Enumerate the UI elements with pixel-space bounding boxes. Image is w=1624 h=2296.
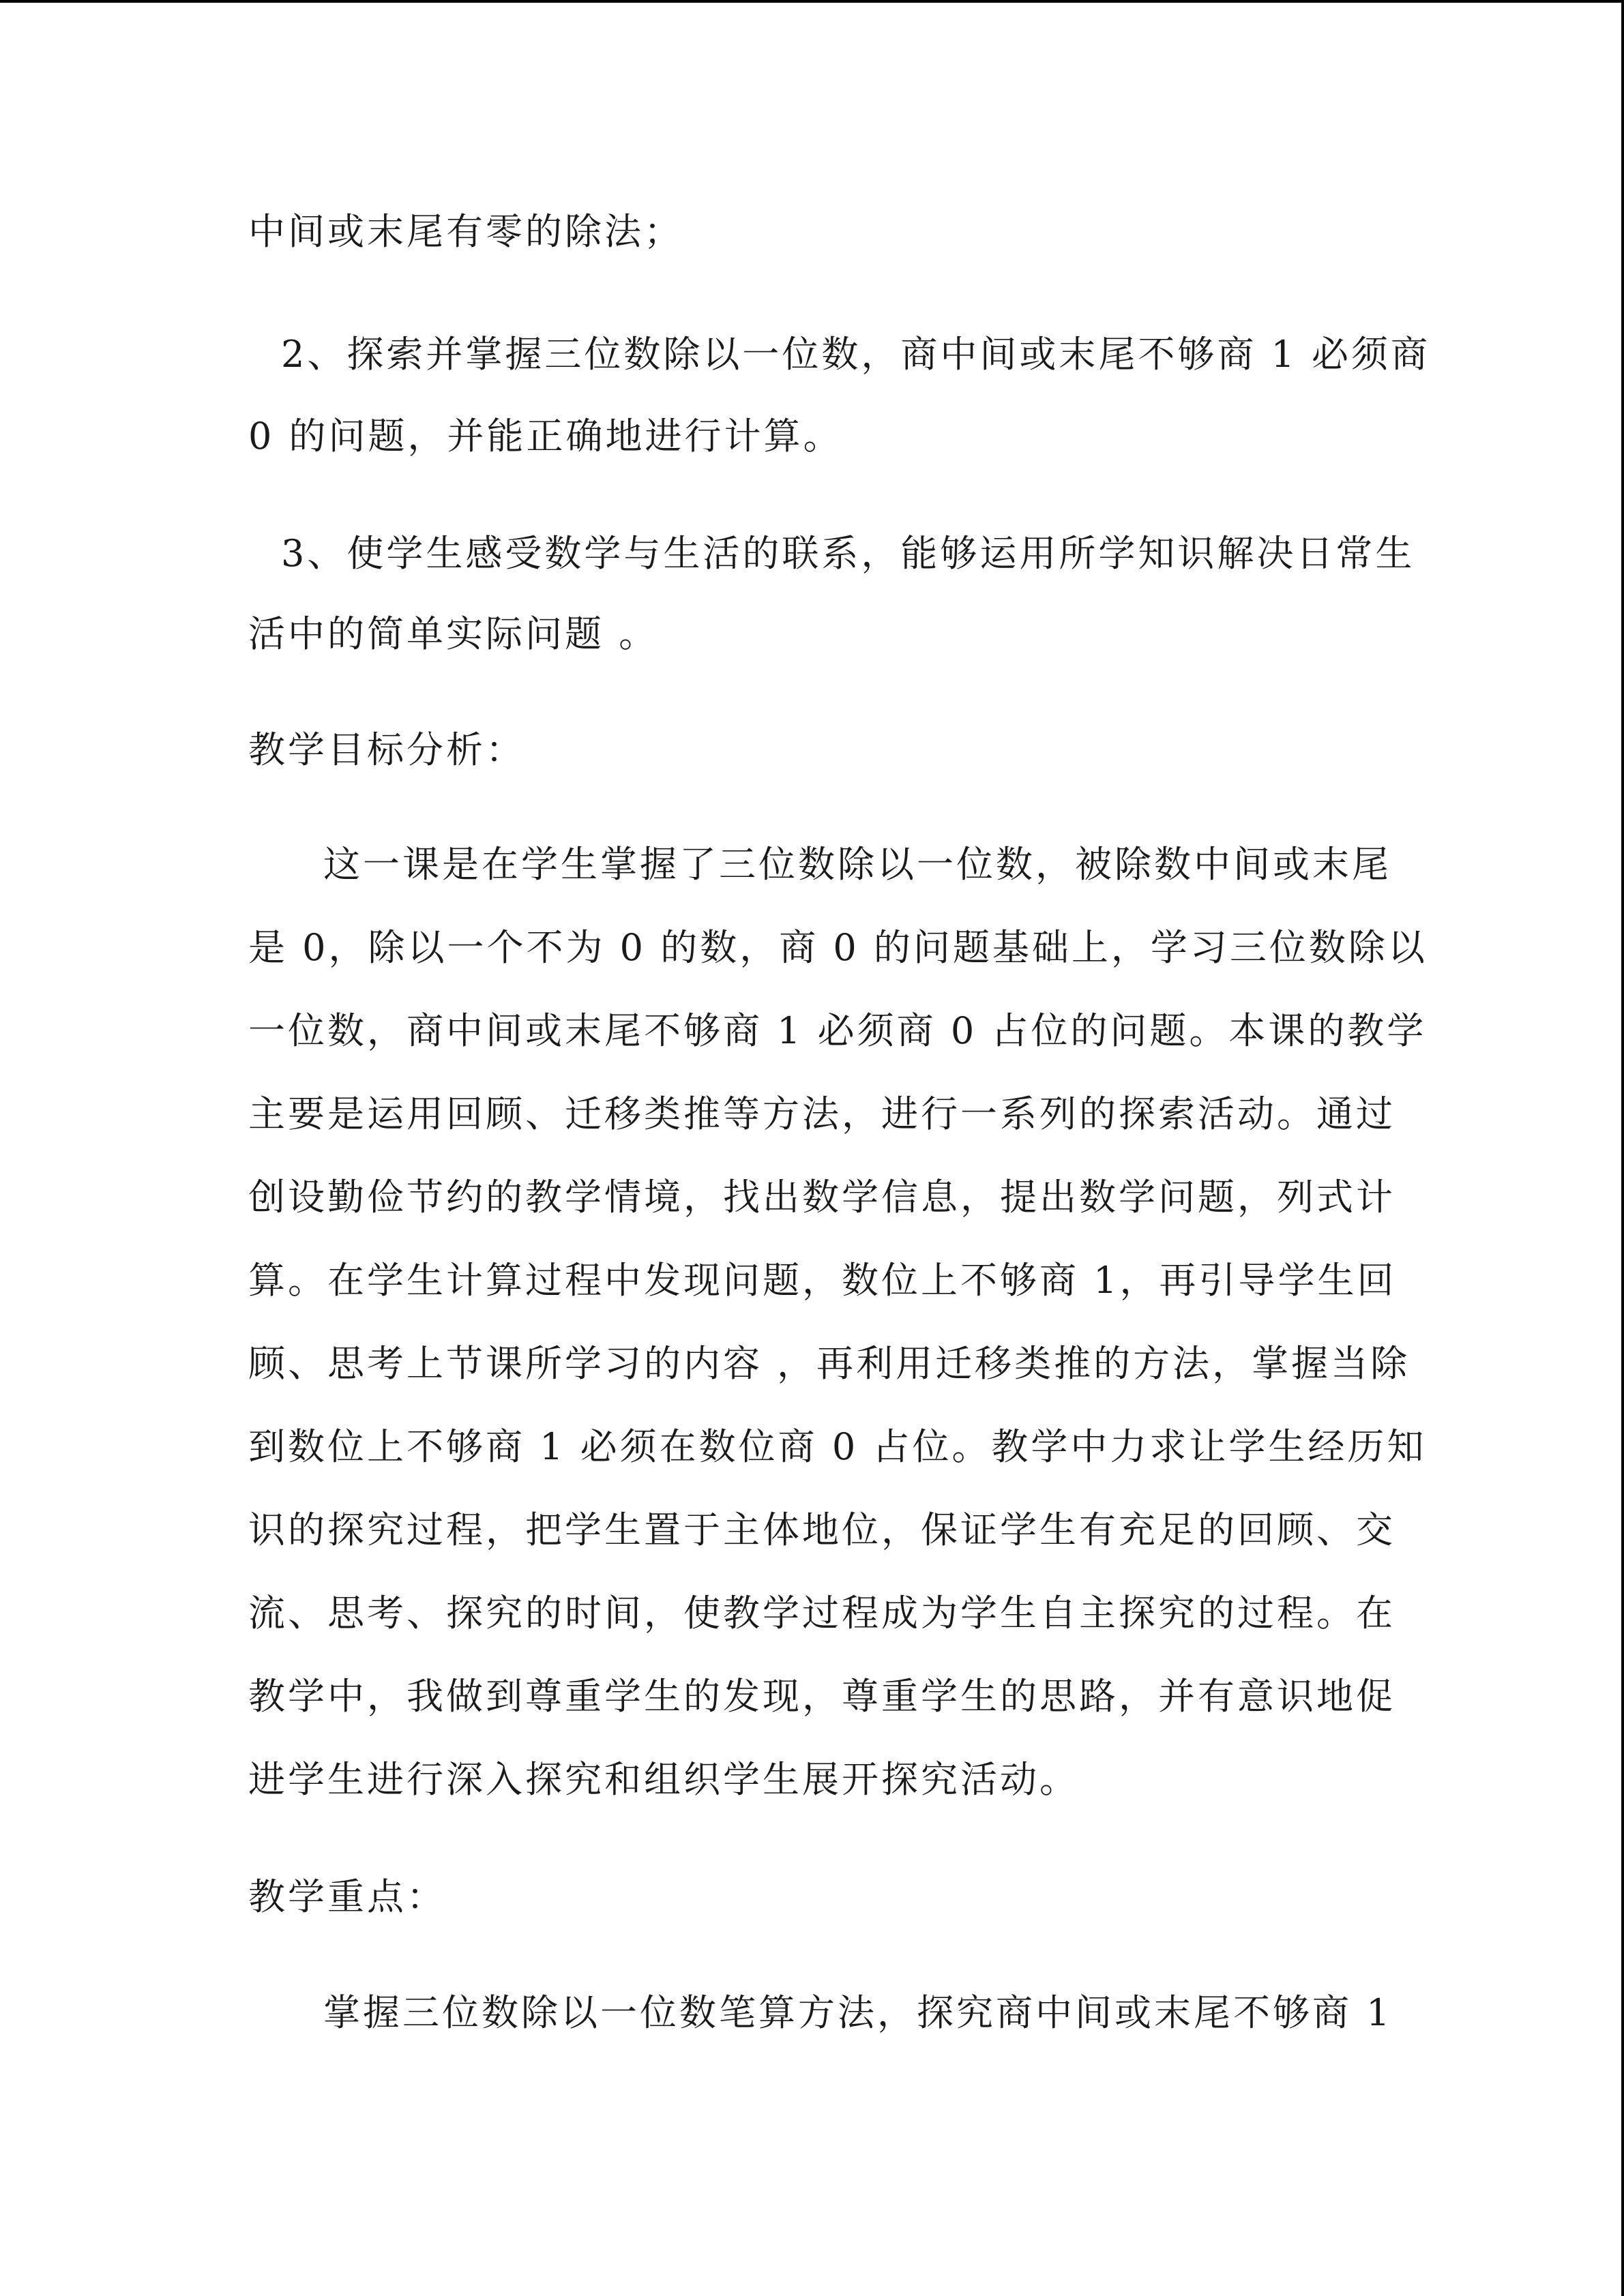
paragraph-line: 流、思考、探究的时间，使教学过程成为学生自主探究的过程。在 — [248, 1592, 1396, 1635]
page-border-top — [0, 0, 1624, 3]
section-heading-key-points: 教学重点： — [248, 1875, 446, 1918]
paragraph-line: 掌握三位数除以一位数笔算方法，探究商中间或末尾不够商 1 — [323, 1991, 1393, 2034]
paragraph-line: 算。在学生计算过程中发现问题，数位上不够商 1，再引导学生回 — [248, 1259, 1397, 1302]
paragraph-line: 一位数，商中间或末尾不够商 1 必须商 0 占位的问题。本课的教学 — [248, 1009, 1427, 1052]
paragraph-line: 这一课是在学生掌握了三位数除以一位数，被除数中间或末尾 — [323, 843, 1391, 886]
page-border-right — [1621, 0, 1624, 2296]
paragraph-line: 教学中，我做到尊重学生的发现，尊重学生的思路，并有意识地促 — [248, 1675, 1396, 1718]
text-line: 中间或末尾有零的除法； — [248, 210, 683, 253]
section-heading-objective-analysis: 教学目标分析： — [248, 728, 525, 771]
paragraph-line: 识的探究过程，把学生置于主体地位，保证学生有充足的回顾、交 — [248, 1508, 1396, 1551]
list-item-2: 2、探索并掌握三位数除以一位数，商中间或末尾不够商 1 必须商 — [281, 333, 1431, 376]
paragraph-line: 进学生进行深入探究和组织学生展开探究活动。 — [248, 1758, 1079, 1801]
paragraph-line: 顾、思考上节课所学习的内容 ，再利用迁移类推的方法，掌握当除 — [248, 1342, 1411, 1385]
paragraph-line: 是 0，除以一个不为 0 的数，商 0 的问题基础上，学习三位数除以 — [248, 926, 1428, 969]
paragraph-line: 创设勤俭节约的教学情境，找出数学信息，提出数学问题，列式计 — [248, 1176, 1396, 1219]
list-item-3: 3、使学生感受数学与生活的联系，能够运用所学知识解决日常生 — [281, 532, 1415, 575]
paragraph-line: 主要是运用回顾、迁移类推等方法，进行一系列的探索活动。通过 — [248, 1092, 1396, 1135]
text-line: 活中的简单实际问题 。 — [248, 612, 659, 655]
text-line: 0 的问题，并能正确地进行计算。 — [248, 415, 843, 458]
paragraph-line: 到数位上不够商 1 必须在数位商 0 占位。教学中力求让学生经历知 — [248, 1425, 1427, 1468]
